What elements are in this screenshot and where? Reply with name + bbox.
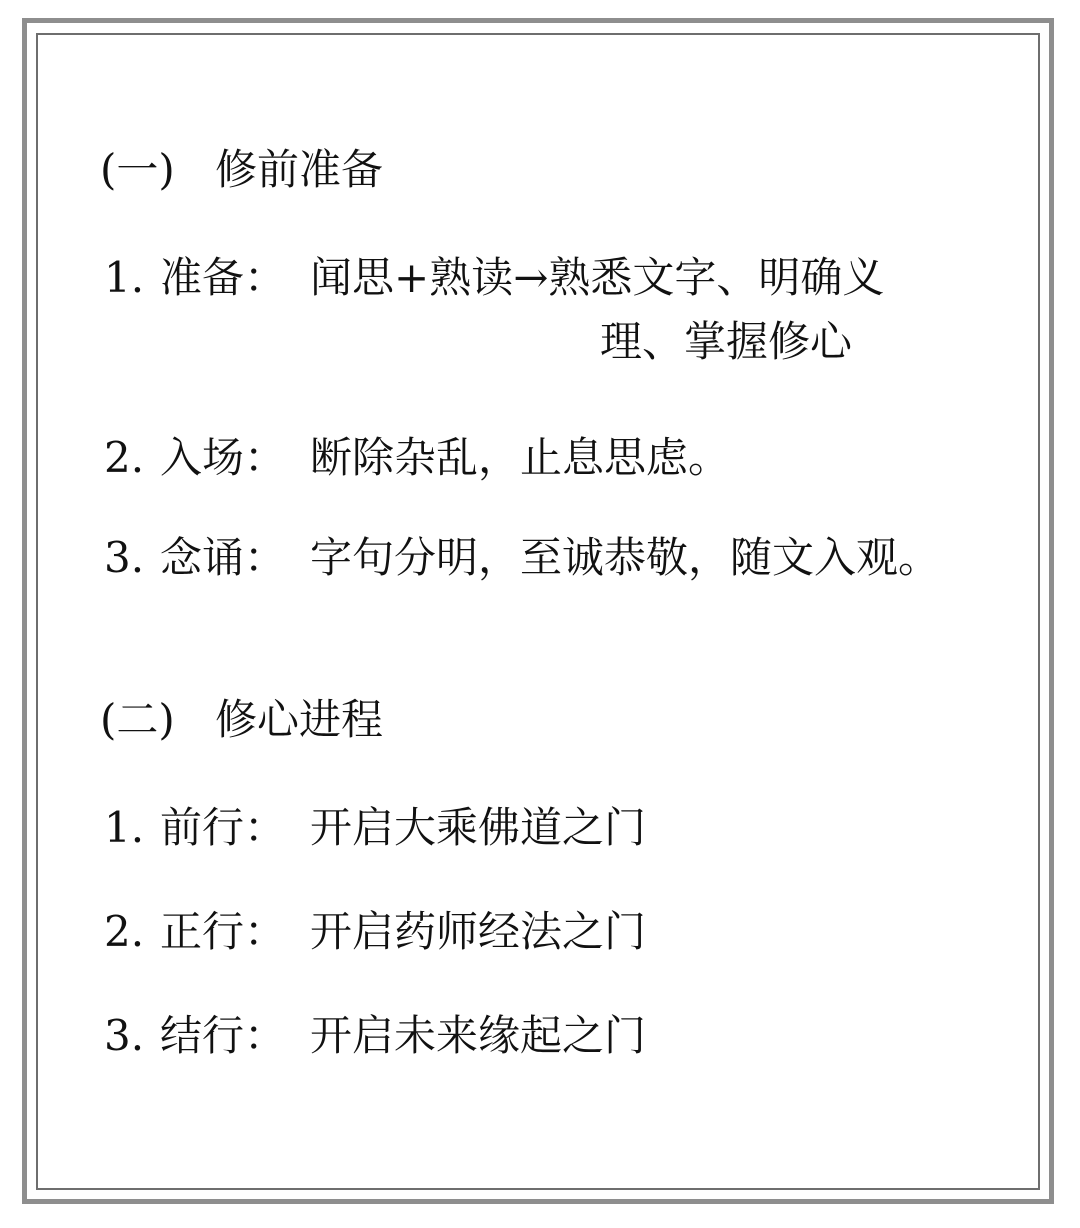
section-2-item-3 — [104, 1004, 646, 1068]
item-number: 2. — [104, 433, 145, 482]
item-label: 前行： — [160, 803, 287, 852]
item-label: 入场： — [160, 433, 287, 482]
section-1-item-3 — [104, 526, 940, 590]
item-text: 断除杂乱，止息思虑。 — [310, 433, 731, 482]
section-1-heading — [100, 140, 383, 200]
item-label: 准备： — [160, 253, 287, 302]
item-text-line-1: 闻思+熟读→熟悉文字、明确义 — [310, 253, 885, 302]
item-label: 正行： — [160, 907, 287, 956]
item-number: 3. — [104, 1011, 145, 1060]
item-label: 结行： — [160, 1011, 287, 1060]
item-label: 念诵： — [160, 533, 287, 582]
section-1-number: (一) — [100, 145, 175, 194]
item-number: 1. — [104, 803, 145, 852]
section-1-item-2 — [104, 426, 730, 490]
item-text — [310, 246, 884, 310]
section-2-item-1 — [104, 796, 646, 860]
section-2-heading — [100, 690, 383, 750]
item-text: 开启未来缘起之门 — [310, 1011, 647, 1060]
item-text: 开启药师经法之门 — [310, 907, 647, 956]
item-text: 开启大乘佛道之门 — [310, 803, 647, 852]
item-number: 1. — [104, 253, 145, 302]
item-text: 字句分明，至诚恭敬，随文入观。 — [310, 533, 941, 582]
section-2-title: 修心进程 — [215, 695, 384, 744]
item-number: 3. — [104, 533, 145, 582]
item-number: 2. — [104, 907, 145, 956]
section-1-title: 修前准备 — [215, 145, 384, 194]
item-text-line-2: 理、掌握修心 — [600, 317, 853, 366]
section-2-item-2 — [104, 900, 646, 964]
section-1-item-1 — [104, 246, 884, 310]
section-1-item-1-continuation — [600, 310, 852, 374]
section-2-number: (二) — [100, 695, 175, 744]
